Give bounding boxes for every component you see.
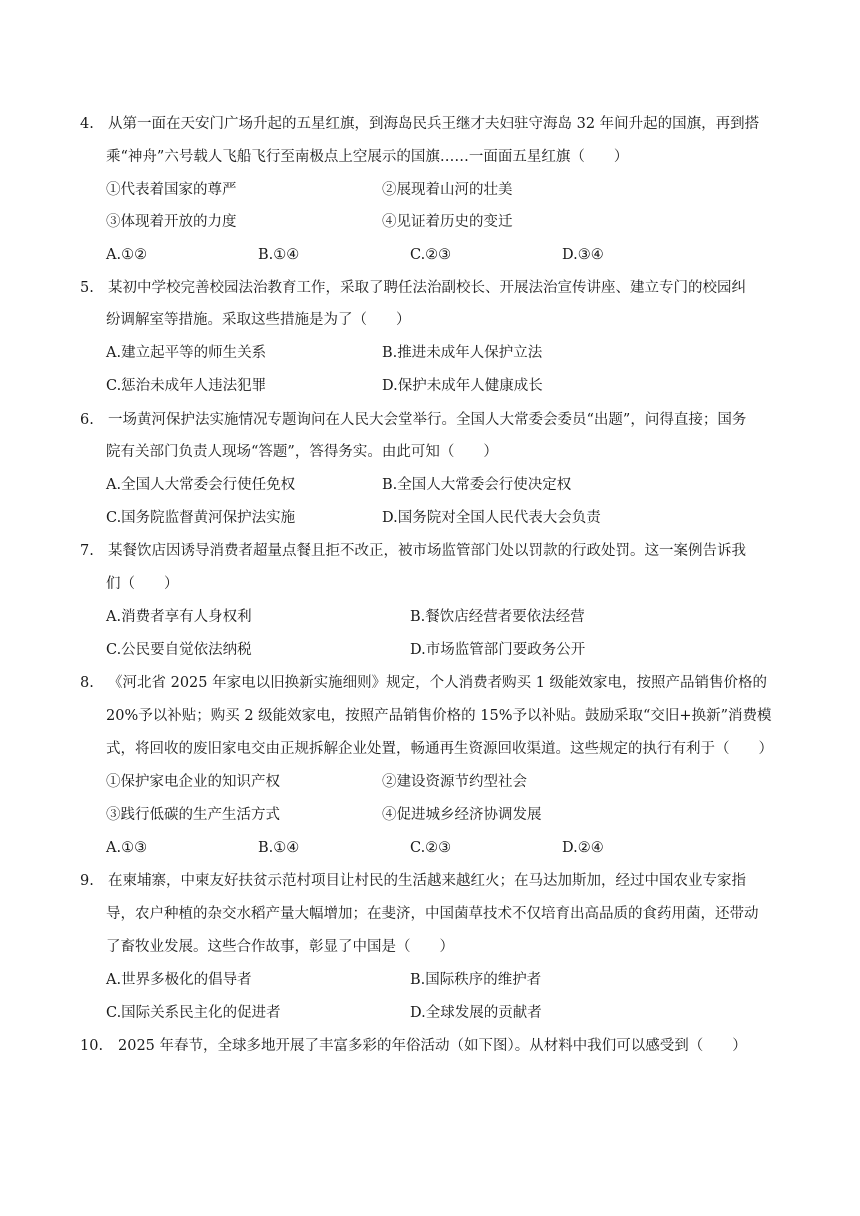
question-stem-line: 院有关部门负责人现场“答题”，答得务实。由此可知（ ） <box>106 444 498 460</box>
option: B.全国人大常委会行使决定权 <box>382 477 572 493</box>
option: D.②④ <box>562 840 604 856</box>
option: B.①④ <box>258 247 300 263</box>
question-number: 8. <box>80 675 94 691</box>
question-stem-line: 们（ ） <box>106 576 179 592</box>
option: A.①③ <box>106 840 148 856</box>
option: C.②③ <box>410 840 452 856</box>
question-stem-line: 乘“神舟”六号载人飞船飞行至南极点上空展示的国旗……一面面五星红旗（ ） <box>106 149 629 165</box>
question-number: 9. <box>80 873 94 889</box>
question-stem-line: 式，将回收的废旧家电交由正规拆解企业处置，畅通再生资源回收渠道。这些规定的执行有利于（ ） <box>106 741 773 757</box>
statement: ③体现着开放的力度 <box>106 214 237 230</box>
question-stem-line: 某餐饮店因诱导消费者超量点餐且拒不改正，被市场监管部门处以罚款的行政处罚。这一案例告诉我 <box>108 543 746 559</box>
statement: ②展现着山河的壮美 <box>382 182 513 198</box>
question-number: 10. <box>80 1038 104 1054</box>
option: A.全国人大常委会行使任免权 <box>106 477 296 493</box>
question-stem-line: 《河北省 2025 年家电以旧换新实施细则》规定，个人消费者购买 1 级能效家电，按照产品销售价格的 <box>108 675 768 691</box>
option: C.惩治未成年人违法犯罪 <box>106 378 267 394</box>
option: D.保护未成年人健康成长 <box>382 378 543 394</box>
statement: ①代表着国家的尊严 <box>106 182 237 198</box>
question-stem-line: 20%予以补贴；购买 2 级能效家电，按照产品销售价格的 15%予以补贴。鼓励采取“交旧+换新”消费模 <box>106 708 772 724</box>
option: D.市场监管部门要政务公开 <box>410 642 586 658</box>
option: C.公民要自觉依法纳税 <box>106 642 252 658</box>
option: C.国务院监督黄河保护法实施 <box>106 510 296 526</box>
statement: ①保护家电企业的知识产权 <box>106 774 280 790</box>
statement: ③践行低碳的生产生活方式 <box>106 807 280 823</box>
question-stem-line: 一场黄河保护法实施情况专题询问在人民大会堂举行。全国人大常委会委员“出题”，问得直接；国务 <box>108 412 747 428</box>
question-stem-line: 2025 年春节，全球多地开展了丰富多彩的年俗活动（如下图）。从材料中我们可以感受到（ ） <box>118 1038 747 1054</box>
question-number: 6. <box>80 412 94 428</box>
option: B.餐饮店经营者要依法经营 <box>410 609 585 625</box>
option: C.国际关系民主化的促进者 <box>106 1005 281 1021</box>
option: D.③④ <box>562 247 604 263</box>
option: A.建立起平等的师生关系 <box>106 345 267 361</box>
question-number: 7. <box>80 543 94 559</box>
question-stem-line: 在柬埔寨，中柬友好扶贫示范村项目让村民的生活越来越红火；在马达加斯加，经过中国农业专家指 <box>108 873 746 889</box>
statement: ②建设资源节约型社会 <box>382 774 527 790</box>
statement: ④见证着历史的变迁 <box>382 214 513 230</box>
option: B.国际秩序的维护者 <box>410 972 542 988</box>
question-stem-line: 导，农户种植的杂交水稻产量大幅增加；在斐济，中国菌草技术不仅培育出高品质的食药用菌，还带动 <box>106 906 759 922</box>
option: B.推进未成年人保护立法 <box>382 345 543 361</box>
option: A.①② <box>106 247 148 263</box>
option: B.①④ <box>258 840 300 856</box>
option: A.消费者享有人身权利 <box>106 609 252 625</box>
statement: ④促进城乡经济协调发展 <box>382 807 542 823</box>
option: D.全球发展的贡献者 <box>410 1005 542 1021</box>
option: D.国务院对全国人民代表大会负责 <box>382 510 601 526</box>
question-stem-line: 纷调解室等措施。采取这些措施是为了（ ） <box>106 312 411 328</box>
option: A.世界多极化的倡导者 <box>106 972 252 988</box>
option: C.②③ <box>410 247 452 263</box>
question-stem-line: 从第一面在天安门广场升起的五星红旗，到海岛民兵王继才夫妇驻守海岛 32 年间升起的国旗，再到搭 <box>108 116 760 132</box>
question-number: 5. <box>80 280 94 296</box>
question-stem-line: 了畜牧业发展。这些合作故事，彰显了中国是（ ） <box>106 939 454 955</box>
question-stem-line: 某初中学校完善校园法治教育工作，采取了聘任法治副校长、开展法治宣传讲座、建立专门的校园纠 <box>108 280 746 296</box>
question-number: 4. <box>80 116 94 132</box>
